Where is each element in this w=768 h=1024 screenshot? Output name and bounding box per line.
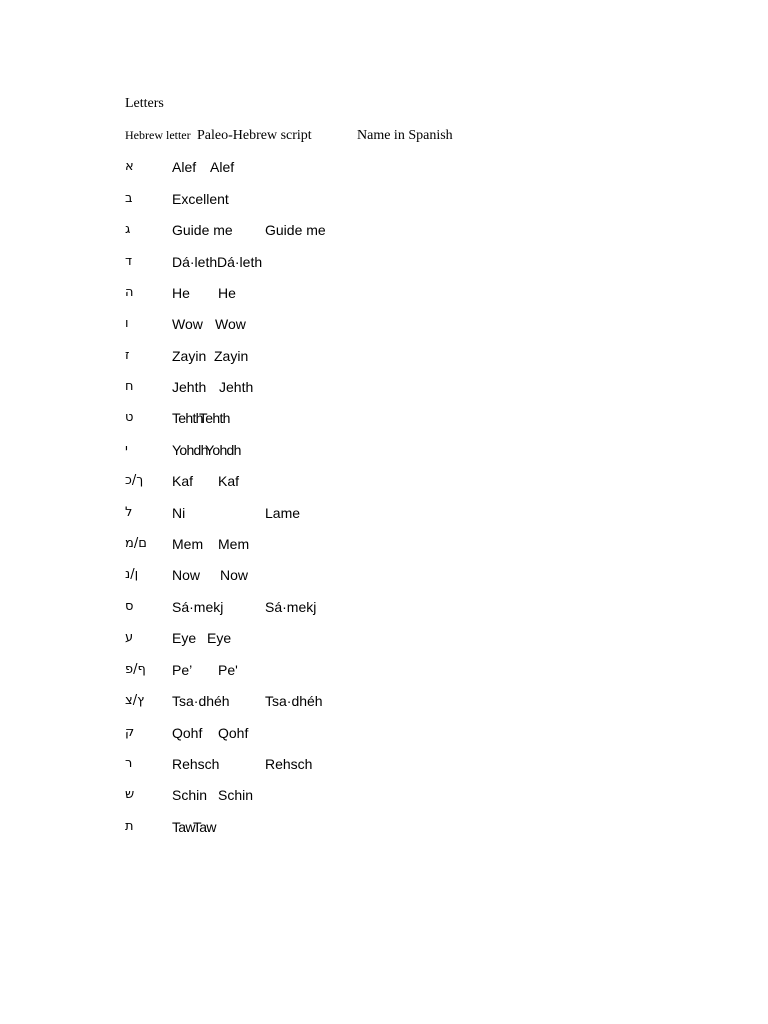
- hebrew-letter: ד: [125, 254, 133, 269]
- hebrew-letter: ס: [125, 599, 134, 614]
- hebrew-letter: ה: [125, 285, 134, 300]
- paleo-hebrew-name: Dá·leth: [172, 254, 218, 270]
- hebrew-letter: ת: [125, 819, 134, 834]
- paleo-hebrew-name: Pe’: [172, 662, 193, 678]
- paleo-hebrew-name: Zayin: [172, 348, 207, 364]
- letter-row: [0, 787, 768, 807]
- page-title: Letters: [125, 96, 164, 111]
- hebrew-letter: ו: [125, 316, 129, 331]
- spanish-name: Rehsch: [265, 756, 313, 772]
- spanish-name: Dá·leth: [217, 254, 263, 270]
- paleo-hebrew-name: Alef: [172, 159, 197, 175]
- hebrew-letter: ר: [125, 756, 133, 771]
- paleo-hebrew-name: Yohdh: [172, 442, 208, 458]
- hebrew-letter: ך/כ: [125, 473, 144, 488]
- paleo-hebrew-name: Now: [172, 567, 201, 583]
- spanish-name: Jehth: [219, 379, 254, 395]
- letter-row: [0, 693, 768, 713]
- spanish-name: Yohdh: [205, 442, 241, 458]
- paleo-hebrew-name: Excellent: [172, 191, 229, 207]
- paleo-hebrew-name: Sá·mekj: [172, 599, 224, 615]
- paleo-hebrew-name: Wow: [172, 316, 203, 332]
- hebrew-letter: ז: [125, 348, 130, 363]
- paleo-hebrew-name: Jehth: [172, 379, 207, 395]
- spanish-name: Tsa·dhéh: [265, 693, 323, 709]
- spanish-name: Qohf: [218, 725, 249, 741]
- hebrew-letter: ק: [125, 725, 135, 740]
- letter-row: [0, 442, 768, 462]
- letter-row: [0, 379, 768, 399]
- hebrew-letter: ץ/צ: [125, 693, 145, 708]
- hebrew-letter: ב: [125, 191, 133, 206]
- paleo-hebrew-name: He: [172, 285, 190, 301]
- letter-row: [0, 725, 768, 745]
- spanish-name: Zayin: [214, 348, 249, 364]
- letter-row: [0, 159, 768, 179]
- hebrew-letter: א: [125, 159, 134, 174]
- header-paleo-hebrew-script: Paleo-Hebrew script: [197, 128, 312, 143]
- hebrew-letter: ף/פ: [125, 662, 146, 677]
- spanish-name: Now: [220, 567, 249, 583]
- letter-row: [0, 819, 768, 839]
- spanish-name: Alef: [210, 159, 235, 175]
- letter-row: [0, 410, 768, 430]
- hebrew-letter: ע: [125, 630, 134, 645]
- spanish-name: Wow: [215, 316, 246, 332]
- spanish-name: He: [218, 285, 236, 301]
- letter-row: [0, 222, 768, 242]
- header-name-in-spanish: Name in Spanish: [357, 128, 453, 143]
- hebrew-letter: ש: [125, 787, 135, 802]
- letter-row: [0, 285, 768, 305]
- spanish-name: Lame: [265, 505, 301, 521]
- paleo-hebrew-name: Tsa·dhéh: [172, 693, 230, 709]
- letter-row: [0, 756, 768, 776]
- spanish-name: Tehth: [199, 410, 230, 426]
- paleo-hebrew-name: Schin: [172, 787, 208, 803]
- paleo-hebrew-name: Tehth: [172, 410, 203, 426]
- paleo-hebrew-name: Guide me: [172, 222, 233, 238]
- paleo-hebrew-name: Kaf: [172, 473, 194, 489]
- hebrew-letter: ל: [125, 505, 133, 520]
- header-hebrew-letter: Hebrew letter: [125, 128, 191, 142]
- hebrew-letter: י: [125, 442, 128, 457]
- hebrew-letter: ח: [125, 379, 134, 394]
- letter-row: [0, 505, 768, 525]
- letter-row: [0, 316, 768, 336]
- paleo-hebrew-name: Qohf: [172, 725, 203, 741]
- spanish-name: Mem: [218, 536, 250, 552]
- letter-row: [0, 630, 768, 650]
- hebrew-letter: ג: [125, 222, 131, 237]
- letter-row: [0, 473, 768, 493]
- spanish-name: Taw: [193, 819, 216, 835]
- spanish-name: Eye: [207, 630, 232, 646]
- letter-row: [0, 536, 768, 556]
- letter-row: [0, 254, 768, 274]
- letter-row: [0, 348, 768, 368]
- hebrew-letter: ן/נ: [125, 567, 139, 582]
- hebrew-letter: ט: [125, 410, 134, 425]
- letter-row: [0, 662, 768, 682]
- spanish-name: Pe': [218, 662, 238, 678]
- paleo-hebrew-name: Mem: [172, 536, 204, 552]
- hebrew-letter: ם/מ: [125, 536, 147, 551]
- letter-row: [0, 191, 768, 211]
- spanish-name: Guide me: [265, 222, 326, 238]
- letter-row: [0, 599, 768, 619]
- spanish-name: Kaf: [218, 473, 240, 489]
- paleo-hebrew-name: Rehsch: [172, 756, 220, 772]
- spanish-name: Schin: [218, 787, 254, 803]
- letter-row: [0, 567, 768, 587]
- spanish-name: Sá·mekj: [265, 599, 317, 615]
- paleo-hebrew-name: Eye: [172, 630, 197, 646]
- paleo-hebrew-name: Ni: [172, 505, 186, 521]
- paleo-hebrew-name: Taw: [172, 819, 195, 835]
